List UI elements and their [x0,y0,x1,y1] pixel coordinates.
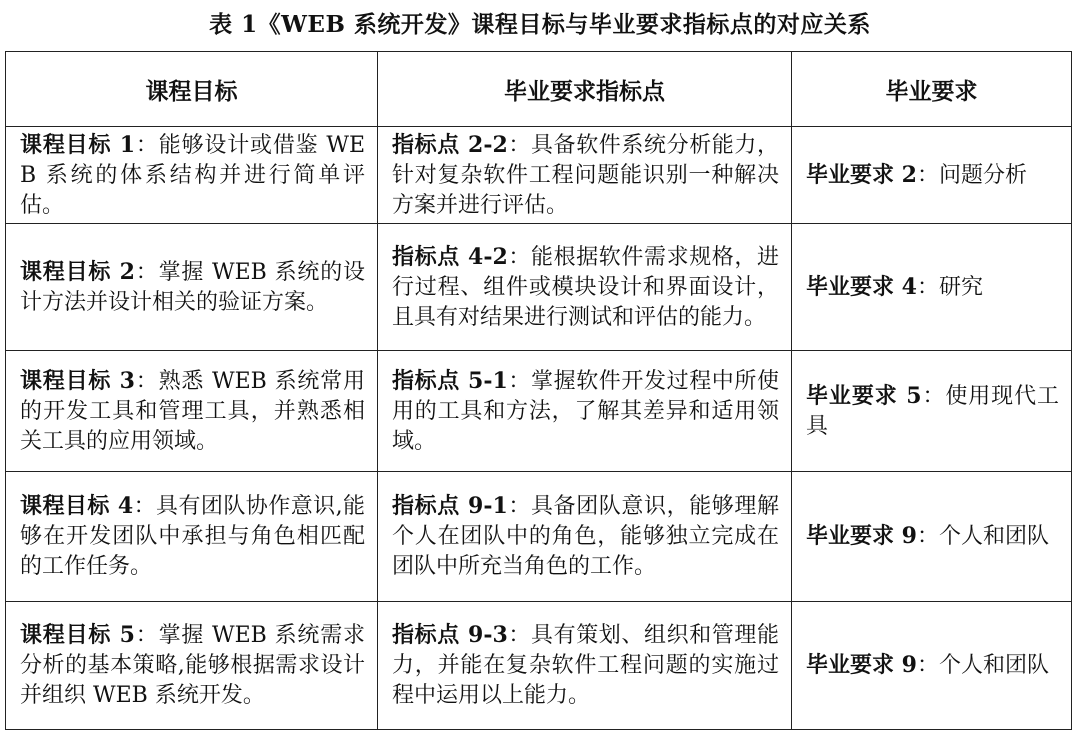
table-row [6,127,1072,224]
requirement-label: 毕业要求 9 [806,523,917,549]
indicator-text: ：掌握软件开发过程中所使用的工具和方法，了解其差异和适用领域。 [392,368,779,454]
table-row [6,351,1072,472]
indicator-text: ：具备团队意识，能够理解个人在团队中的角色，能够独立完成在团队中所充当角色的工作。 [392,494,779,579]
course-goal-text: ：具有团队协作意识,能够在开发团队中承担与角色相匹配的工作任务。 [20,494,365,579]
header-requirement: 毕业要求 [792,52,1072,127]
indicator-text: ：具有策划、组织和管理能力，并能在复杂软件工程问题的实施过程中运用以上能力。 [392,623,779,708]
requirement-cell [792,472,1072,602]
course-goal-cell [6,472,378,602]
header-course-goal: 课程目标 [6,52,378,127]
requirement-label: 毕业要求 2 [806,161,917,188]
requirement-text: ：使用现代工具 [806,383,1059,439]
course-goal-cell [6,602,378,730]
indicator-cell [378,472,792,602]
course-goal-label: 课程目标 1 [20,131,136,158]
course-goal-cell [6,224,378,351]
requirement-text: ：个人和团队 [916,524,1049,549]
indicator-text: ：能根据软件需求规格，进行过程、组件或模块设计和界面设计，且具有对结果进行测试和评估的能力。 [392,244,779,330]
requirement-label: 毕业要求 9 [806,652,917,678]
indicator-text: ：具备软件系统分析能力，针对复杂软件工程问题能识别一种解决方案并进行评估。 [392,132,779,218]
requirement-cell [792,224,1072,351]
header-indicator: 毕业要求指标点 [378,52,792,127]
indicator-label: 指标点 9-1 [392,493,508,519]
mapping-table [5,51,1072,730]
indicator-cell [378,224,792,351]
course-goal-cell [6,127,378,224]
course-goal-label: 课程目标 4 [20,493,134,519]
indicator-cell [378,127,792,224]
requirement-cell [792,351,1072,472]
table-caption: 表 1《WEB 系统开发》课程目标与毕业要求指标点的对应关系 [209,11,871,38]
requirement-text: ：个人和团队 [916,653,1049,678]
course-goal-text: ：掌握 WEB 系统的设计方法并设计相关的验证方案。 [20,259,365,315]
course-goal-label: 课程目标 2 [20,258,135,285]
requirement-text: ：问题分析 [916,162,1027,188]
table-header-row [6,52,1072,127]
indicator-cell [378,602,792,730]
requirement-label: 毕业要求 4 [806,273,917,300]
indicator-label: 指标点 9-3 [392,622,508,648]
indicator-label: 指标点 5-1 [392,367,508,394]
table-row [6,602,1072,730]
requirement-label: 毕业要求 5 [806,382,922,409]
table-row [6,472,1072,602]
indicator-cell [378,351,792,472]
requirement-text: ：研究 [916,274,983,300]
course-goal-cell [6,351,378,472]
requirement-cell [792,602,1072,730]
indicator-label: 指标点 4-2 [392,243,508,270]
course-goal-label: 课程目标 3 [20,367,135,394]
table-row [6,224,1072,351]
indicator-label: 指标点 2-2 [392,131,508,158]
course-goal-text: ：熟悉 WEB 系统常用的开发工具和管理工具，并熟悉相关工具的应用领域。 [20,368,365,454]
course-goal-text: ：能够设计或借鉴 WEB 系统的体系结构并进行简单评估。 [20,132,365,218]
course-goal-text: ：掌握 WEB 系统需求分析的基本策略,能够根据需求设计并组织 WEB 系统开发。 [20,623,365,708]
requirement-cell [792,127,1072,224]
course-goal-label: 课程目标 5 [20,622,135,648]
